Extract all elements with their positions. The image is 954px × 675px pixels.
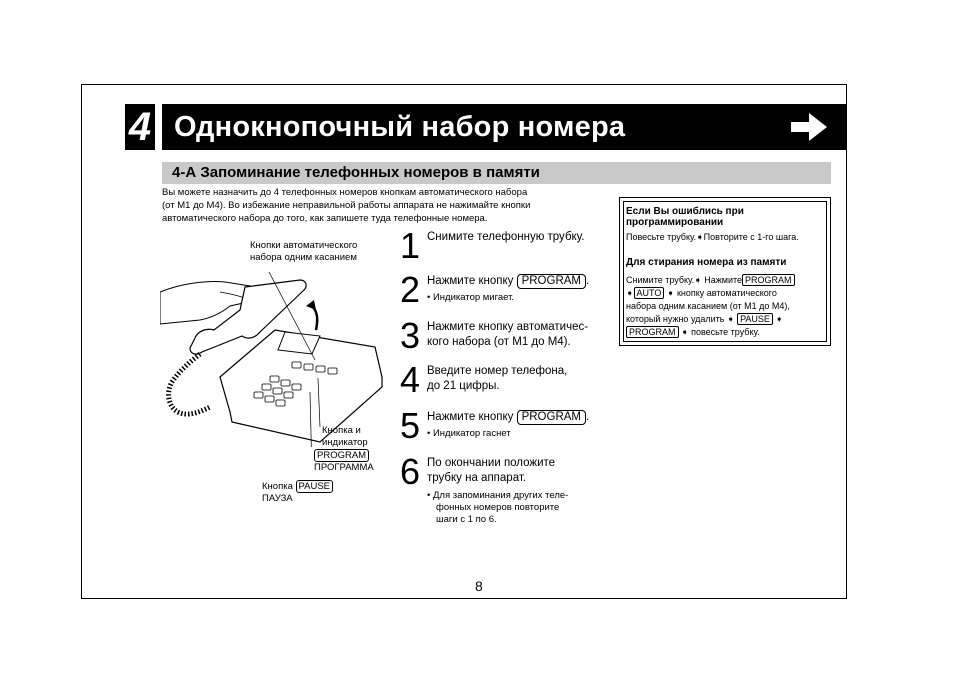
step-text: [427, 364, 617, 394]
intro-paragraph: [162, 186, 592, 225]
right-arrow-icon: ➧: [727, 314, 735, 324]
auto-key-label: AUTO: [634, 287, 665, 299]
tips-text-part: Повторите с 1-го шага.: [703, 232, 799, 242]
right-arrow-icon: [791, 113, 827, 141]
step-note: • Индикатор гаснет: [427, 428, 511, 439]
program-key-label: PROGRAM: [626, 326, 679, 338]
tips-text-part: Повесьте трубку.: [626, 232, 697, 242]
program-key-label: PROGRAM: [742, 274, 795, 286]
right-arrow-icon: ➧: [626, 288, 634, 298]
tips-heading-line: программировании: [626, 217, 724, 228]
step-text-line: Введите номер телефона,: [427, 365, 568, 377]
intro-line: автоматического набора до того, как запишете туда телефонные номера.: [162, 213, 488, 224]
right-arrow-icon: ➧: [694, 275, 702, 285]
step-text-line: до 21 цифры.: [427, 380, 500, 392]
callout-pause: [262, 480, 333, 505]
step-number: 3: [400, 315, 421, 356]
program-key-label: PROGRAM: [517, 410, 586, 425]
tips-text-erase: [626, 274, 826, 339]
page-title: Однокнопочный набор номера: [174, 111, 626, 143]
pause-key-label: PAUSE: [737, 313, 773, 325]
callout-line: Кнопка: [262, 481, 293, 492]
phone-illustration: [160, 272, 395, 447]
callout-program: [314, 425, 374, 474]
section-number: 4: [125, 104, 155, 150]
tips-text-part: который нужно удалить: [626, 314, 725, 324]
step-note-line: фонных номеров повторите: [436, 502, 560, 513]
tips-heading-line: Если Вы ошиблись при: [626, 206, 744, 217]
title-bar: [162, 104, 847, 150]
step-text-part: .: [586, 411, 590, 423]
tips-text-line: набора одним касанием (от M1 до M4),: [626, 301, 790, 311]
step-text: [427, 410, 617, 425]
tips-text-part: Снимите трубку.: [626, 275, 695, 285]
callout-line: ПАУЗА: [262, 493, 293, 504]
step-number: 5: [400, 405, 421, 446]
step-text-part: Нажмите кнопку: [427, 411, 514, 423]
step-text-line: трубку на аппарат.: [427, 472, 527, 484]
tips-text-error: [626, 231, 826, 244]
callout-line: индикатор: [322, 437, 368, 448]
subsection-title: 4-А Запоминание телефонных номеров в памяти: [172, 164, 540, 181]
tips-text-part: Нажмите: [704, 275, 743, 285]
intro-line: (от M1 до M4). Во избежание неправильной работы аппарата не нажимайте кнопки: [162, 200, 531, 211]
intro-line: Вы можете назначить до 4 телефонных номеров кнопкам автоматического набора: [162, 187, 528, 198]
step-note-line: • Для запоминания других теле-: [427, 490, 569, 501]
step-note-line: шаги с 1 по 6.: [436, 514, 497, 525]
step-text-line: По окончании положите: [427, 457, 556, 469]
subsection-bar: [162, 162, 831, 184]
step-note: [427, 490, 602, 526]
right-arrow-icon: ➧: [775, 314, 783, 324]
step-number: 4: [400, 359, 421, 400]
step-text-line: Нажмите кнопку автоматичес-: [427, 321, 589, 333]
callout-auto-buttons: [250, 240, 357, 264]
pause-key-label: PAUSE: [296, 480, 334, 493]
callout-line: Кнопка и: [322, 425, 361, 436]
step-number: 1: [400, 225, 421, 266]
tips-heading-error: [626, 206, 744, 228]
tips-box: [619, 197, 831, 346]
page-number: 8: [475, 578, 483, 594]
program-key-label: PROGRAM: [517, 274, 586, 289]
callout-line: ПРОГРАММА: [314, 462, 374, 473]
step-number: 2: [400, 269, 421, 310]
callout-line: набора одним касанием: [250, 252, 357, 263]
step-text: Снимите телефонную трубку.: [427, 231, 585, 243]
step-text: [427, 320, 617, 350]
right-arrow-icon: ➧: [666, 288, 675, 298]
step-text-part: Нажмите кнопку: [427, 275, 514, 287]
step-text-part: .: [586, 275, 590, 287]
step-number: 6: [400, 451, 421, 492]
step-text-line: кого набора (от M1 до M4).: [427, 336, 571, 348]
right-arrow-icon: ➧: [696, 232, 704, 242]
step-note: • Индикатор мигает.: [427, 292, 515, 303]
tips-heading-erase: Для стирания номера из памяти: [626, 257, 787, 268]
tips-text-part: повесьте трубку.: [691, 327, 760, 337]
right-arrow-icon: ➧: [681, 327, 689, 337]
program-key-label: PROGRAM: [314, 449, 369, 462]
tips-text-part: кнопку автоматического: [676, 288, 777, 298]
step-text: [427, 274, 617, 289]
callout-line: Кнопки автоматического: [250, 240, 358, 251]
step-text: [427, 456, 617, 486]
